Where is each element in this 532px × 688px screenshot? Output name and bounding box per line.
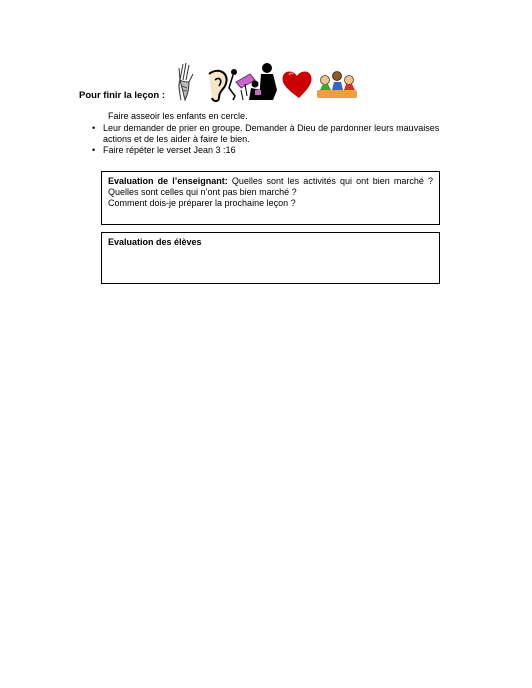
hand-icon	[179, 63, 193, 100]
teacher-evaluation-questions	[108, 176, 433, 198]
teacher-evaluation-text: Quelles sont les activités qui ont bien marché ? Quelles sont celles qui n’ont pas bien marché ?	[108, 176, 433, 197]
children-group-icon	[317, 72, 357, 99]
kneeling-figures-icon	[249, 63, 277, 100]
teacher-evaluation-label: Evaluation de l’enseignant:	[108, 176, 228, 186]
teacher-evaluation-text-2: Comment dois-je préparer la prochaine leçon ?	[108, 198, 296, 208]
intro-line: Faire asseoir les enfants en cercle.	[108, 111, 248, 121]
list-item	[92, 123, 442, 145]
student-evaluation-label: Evaluation des élèves	[108, 237, 202, 247]
ear-icon	[209, 71, 227, 101]
lesson-icons	[175, 60, 365, 104]
teacher-evaluation-box	[101, 171, 440, 225]
bullet-icon: •	[92, 145, 96, 155]
bullet-icon: •	[92, 123, 96, 133]
list-item-text: Leur demander de prier en groupe. Demander à Dieu de pardonner leurs mauvaises actions et de les aider à faire le bien.	[103, 123, 440, 144]
student-evaluation-box	[101, 232, 440, 284]
lesson-end-list	[92, 123, 442, 156]
section-title: Pour finir la leçon :	[79, 90, 166, 101]
list-item-text: Faire répéter le verset Jean 3 :16	[103, 145, 236, 155]
lesson-end-heading-row	[79, 60, 379, 104]
heart-icon	[283, 72, 312, 99]
list-item	[92, 145, 442, 156]
